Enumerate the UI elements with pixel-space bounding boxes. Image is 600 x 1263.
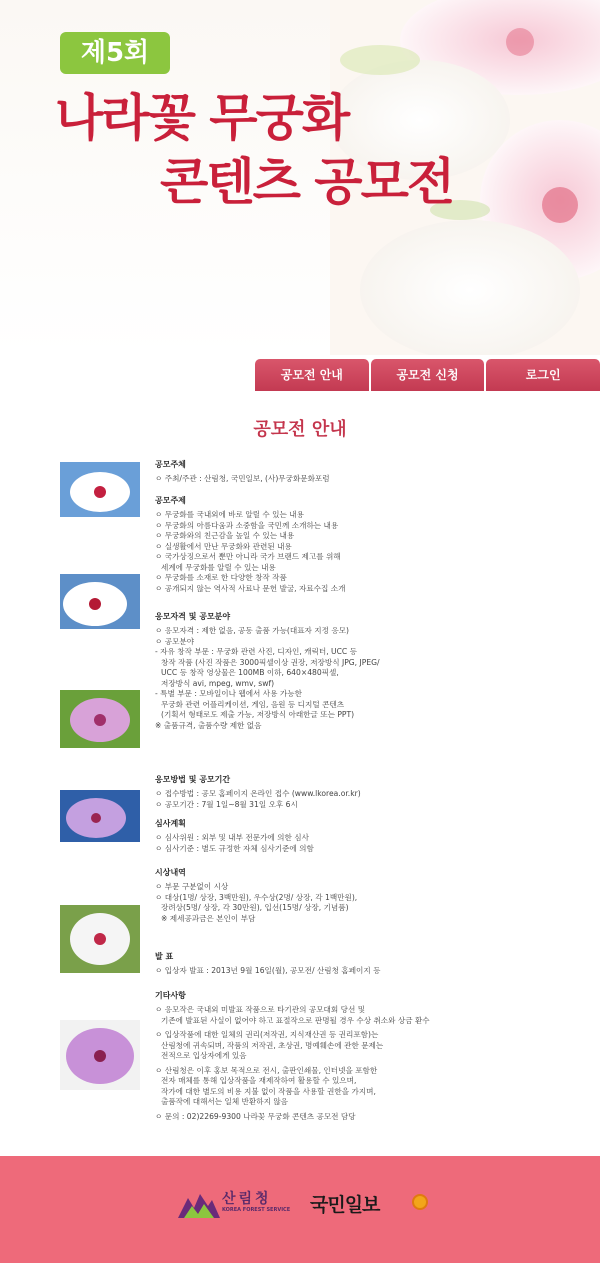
forest-service-sub: KOREA FOREST SERVICE — [222, 1207, 291, 1213]
info-line: ㅇ 심사기준 : 별도 규정한 자체 심사기준에 의함 — [155, 843, 314, 853]
info-line: 전적으로 입상자에게 있음 — [161, 1051, 247, 1060]
info-line: 창작 작품 (사진 작품은 3000픽셀이상 권장, 저장방식 JPG, JPEG/ — [161, 657, 380, 667]
info-line: 출품작에 대해서는 일체 반환하지 않음 — [161, 1097, 289, 1106]
block-title: 응모방법 및 공모기간 — [155, 775, 231, 784]
block-title: 응모자격 및 공모분야 — [155, 612, 231, 621]
block-title: 심사계획 — [155, 819, 186, 828]
info-line: ㅇ 부문 구분없이 시상 — [155, 882, 229, 891]
info-line: (기획서 형태로도 제출 가능, 저장방식 아래한글 또는 PPT) — [161, 710, 355, 719]
info-line: ㅇ 대상(1명/ 상장, 3백만원), 우수상(2명/ 상장, 각 1백만원), — [155, 892, 358, 902]
page-title-line1: 나라꽃 무궁화 — [55, 89, 349, 147]
hibiscus-photo-2 — [60, 574, 140, 629]
block-title: 기타사항 — [155, 991, 186, 1000]
info-block-organizer — [155, 460, 585, 485]
info-block-awards — [155, 868, 585, 924]
info-line: 전자 매체를 통해 입상작품을 재제작하여 활용할 수 있으며, — [161, 1076, 357, 1085]
forest-service-name: 산림청 — [222, 1191, 272, 1207]
hibiscus-photo-1 — [60, 462, 140, 517]
nav-contest-info[interactable]: 공모전 안내 — [255, 359, 369, 391]
info-line: ㅇ 접수방법 : 공모 홈페이지 온라인 접수 (www.lkorea.or.kr) — [155, 789, 361, 798]
info-line: ㅇ 입상작품에 대한 일체의 권리(저작권, 지식재산권 등 권리포함)는 — [155, 1030, 379, 1039]
info-block-review — [155, 819, 585, 854]
hibiscus-photo-6 — [60, 1020, 140, 1090]
nav-contest-apply[interactable]: 공모전 신청 — [371, 359, 485, 391]
kmib-emblem-icon — [412, 1194, 428, 1210]
info-line: ㅇ 무궁화를 국내외에 바로 알릴 수 있는 내용 — [155, 510, 304, 519]
info-line: ㅇ 문의 : 02)2269-9300 나라꽃 무궁화 콘텐츠 공모전 담당 — [155, 1111, 356, 1121]
info-block-announcement — [155, 952, 585, 977]
info-line: ※ 제세공과금은 본인이 부담 — [161, 913, 256, 923]
info-line: ㅇ 무궁화를 소재로 한 다양한 창작 작품 — [155, 573, 287, 582]
hero-banner — [0, 0, 600, 355]
kmib-logo[interactable]: 국민일보 — [310, 1194, 380, 1216]
info-block-etc — [155, 991, 585, 1122]
hibiscus-photo-4 — [60, 790, 140, 842]
info-line: ※ 출품규격, 출품수량 제한 없음 — [155, 720, 262, 730]
info-line: ㅇ 실생활에서 만난 무궁화와 관련된 내용 — [155, 541, 292, 551]
info-line: ㅇ 응모작은 국내외 미발표 작품으로 타기관의 공모대회 당선 및 — [155, 1005, 366, 1014]
info-line: ㅇ 입상자 발표 : 2013년 9월 16일(월), 공모전/ 산림청 홈페이지 등 — [155, 966, 381, 975]
block-title: 발 표 — [155, 952, 174, 961]
footer-logos — [0, 1180, 600, 1230]
info-line: ㅇ 공모기간 : 7월 1일~8월 31일 오후 6시 — [155, 799, 298, 809]
block-title: 공모주제 — [155, 496, 186, 505]
info-line: 기존에 발표된 사실이 없어야 하고 표절작으로 판명될 경우 수상 취소와 상금 환수 — [161, 1015, 430, 1025]
mountain-icon — [178, 1190, 220, 1220]
info-line: 저장방식 avi, mpeg, wmv, swf) — [161, 678, 275, 688]
nav-login[interactable]: 로그인 — [486, 359, 600, 391]
page-title-line2: 콘텐츠 공모전 — [160, 153, 454, 211]
block-title: 시상내역 — [155, 868, 186, 877]
info-block-method — [155, 775, 585, 810]
info-line: 작가에 대한 별도의 비용 지불 없이 작품을 사용할 권한을 가지며, — [161, 1086, 376, 1096]
info-block-theme — [155, 496, 585, 594]
info-line: UCC 등 창작 영상물은 100MB 이하, 640×480픽셀, — [161, 668, 339, 677]
info-line: 무궁화 관련 어플리케이션, 게임, 음원 등 디지털 콘텐츠 — [161, 699, 345, 709]
info-line: ㅇ 심사위원 : 외부 및 내부 전문가에 의한 심사 — [155, 833, 309, 842]
info-line: ㅇ 산림청은 이후 홍보 목적으로 전시, 출판인쇄물, 인터넷을 포함한 — [155, 1065, 378, 1075]
block-title: 공모주체 — [155, 460, 186, 469]
info-line: ㅇ 주최/주관 : 산림청, 국민일보, (사)무궁화문화포럼 — [155, 474, 330, 483]
info-line: ㅇ 무궁화의 아름다움과 소중함을 국민께 소개하는 내용 — [155, 520, 339, 530]
korea-forest-service-logo[interactable] — [178, 1188, 303, 1224]
hibiscus-photo-3 — [60, 690, 140, 748]
info-line: 장려상(5명/ 상장, 각 30만원), 입선(15명/ 상장, 기념품) — [161, 903, 349, 912]
info-line: ㅇ 공개되지 않는 역사적 사료나 문헌 발굴, 자료수집 소개 — [155, 583, 346, 593]
info-line: ㅇ 국가상징으로서 뿐만 아니라 국가 브랜드 제고를 위해 — [155, 552, 341, 561]
info-block-eligibility — [155, 612, 585, 731]
info-line: ㅇ 공모분야 — [155, 636, 195, 646]
top-nav — [255, 359, 600, 391]
info-line: - 자유 창작 부문 : 무궁화 관련 사진, 디자인, 캐릭터, UCC 등 — [155, 647, 357, 656]
hibiscus-photo-5 — [60, 905, 140, 973]
info-line: 산림청에 귀속되며, 작품의 저작권, 초상권, 명예훼손에 관한 문제는 — [161, 1040, 384, 1050]
section-title: 공모전 안내 — [253, 419, 347, 440]
info-line: 세계에 무궁화를 알릴 수 있는 내용 — [161, 562, 276, 572]
info-line: ㅇ 응모자격 : 제한 없음, 공동 출품 가능(대표자 지정 응모) — [155, 626, 350, 635]
info-line: ㅇ 무궁화와의 친근감을 높일 수 있는 내용 — [155, 531, 295, 540]
edition-badge: 제5회 — [60, 32, 170, 74]
info-line: - 특별 부문 : 모바일이나 웹에서 사용 가능한 — [155, 689, 302, 698]
